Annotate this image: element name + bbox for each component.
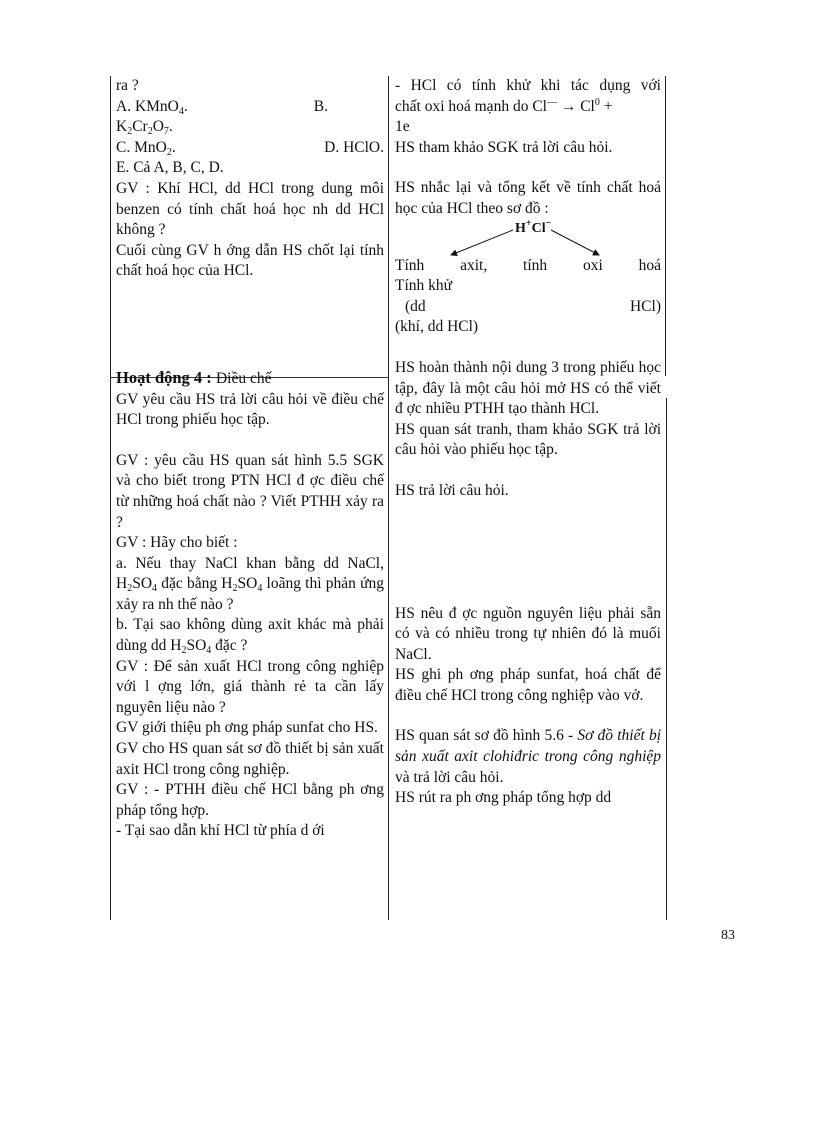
options-c-d [116,138,384,159]
option-e: E. Cả A, B, C, D. [116,159,224,177]
hs-rut-ra: HS rút ra ph ơng pháp tổng hợp dd [395,789,612,807]
hcl-formula: H+Cl− [515,217,552,236]
table-border-right [665,76,666,376]
gv-final-summary: Cuối cùng GV h ớng dẫn HS chốt lại tính chất hoá học của HCl. [116,241,384,280]
question-tail: ra ? [116,77,139,94]
hs-tra-loi: HS trả lời câu hỏi. [395,481,509,499]
hs-summary: HS nhắc lại và tổng kết về tính chất hoá học của HCl theo sơ đồ : [395,179,661,217]
gv-pthh: GV : - PTHH điều chế HCl bằng ph ơng pháp tổng hợp. [116,781,384,819]
branch-left-note: (dd HCl) [405,297,661,315]
arrow-left-icon [451,230,513,255]
hcl-reduce-line-2: chất oxi hoá mạnh do Cl— → Cl$^0$ + [395,96,613,115]
hs-ghi-sunfat: HS ghi ph ơng pháp sunfat, hoá chất để điều chế HCl trong công nghiệp vào vở. [395,666,661,704]
left-column [116,76,384,842]
gv-hay-cho-biet: GV : Hãy cho biết : [116,534,238,552]
table-border-right-lower [666,398,667,920]
table-border-middle [388,76,389,920]
hs-nguon-nguyen-lieu: HS nêu đ ợc nguồn nguyên liệu phải sẵn có và có nhiều trong tự nhiên đó là muối NaCl. [395,604,661,663]
gv-sunfat: GV giới thiệu ph ơng pháp sunfat cho HS. [116,719,378,737]
table-border-left [110,76,111,920]
option-c: C. MnO$_2$. [116,138,176,158]
hcl-property-diagram [395,217,661,242]
hs-noi-dung-3: HS hoàn thành nội dung 3 trong phiếu học tập, đây là một câu hỏi mở HS có thể viết đ ợc nhiều PTHH tạo thành HCl. [395,358,661,418]
gv-tai-sao: - Tại sao dẫn khí HCl từ phía d ới [116,822,325,840]
option-d: D. HClO. [324,138,384,156]
gv-san-xuat: GV : Để sản xuất HCl trong công nghiệp với l ợng lớn, giá thành rẻ ta cần lấy nguyên liệu nào ? [116,657,384,716]
option-a: A. KMnO$_4$. [116,97,188,117]
page-number: 83 [721,928,735,943]
right-column [395,76,661,809]
options-a-b [116,97,384,118]
gv-thiet-bi: GV cho HS quan sát sơ đồ thiết bị sản xuất axit HCl trong công nghiệp. [116,740,384,778]
question-b: b. Tại sao không dùng axit khác mà phải dùng dd $H_2SO_4$ đặc ? [116,616,384,657]
hs-quan-sat: HS quan sát tranh, tham khảo SGK trả lời câu hỏi vào phiếu học tập. [395,420,661,459]
hs-hinh-5-6: HS quan sát sơ đồ hình 5.6 - Sơ đồ thiết bị sản xuất axit clohiđric trong công nghiệp và trả lời câu hỏi. [395,727,661,786]
activity-4-heading: Hoạt động 4 : Điều chế [116,367,272,387]
gv-phieu-hoc-tap: GV yêu cầu HS trả lời câu hỏi về điều chế HCl trong phiếu học tập. [116,390,384,429]
arrow-icon: → [560,97,577,115]
branch-arrows [395,226,661,262]
branch-right-label: Tính khử [395,277,453,295]
gv-benzen-question: GV : Khí HCl, dd HCl trong dung môi benzen có tính chất hoá học nh dd HCl không ? [116,179,384,239]
arrow-right-icon [551,230,599,255]
branch-right-note: (khí, dd HCl) [395,318,479,336]
option-b-formula: $K_2Cr_2O_7$. [116,118,173,138]
question-a: a. Nếu thay NaCl khan bằng dd NaCl, $H_2SO_4$ đặc bằng $H_2SO_4$ loãng thì phản ứng xảy ra nh thế nào ? [116,554,384,613]
gv-hinh-5-5: GV : yêu cầu HS quan sát hình 5.5 SGK và cho biết trong PTN HCl đ ợc điều chế từ những hoá chất nào ? Viết PTHH xảy ra ? [116,451,384,531]
hcl-reduce-line-1: - HCl có tính khử khi tác dụng với [395,77,661,94]
hs-sgk-answer: HS tham khảo SGK trả lời câu hỏi. [395,138,613,156]
branch-left-label: Tính axit, tính oxi hoá [395,256,661,274]
hcl-reduce-line-3: 1e [395,118,410,136]
option-b: B. [313,97,328,115]
